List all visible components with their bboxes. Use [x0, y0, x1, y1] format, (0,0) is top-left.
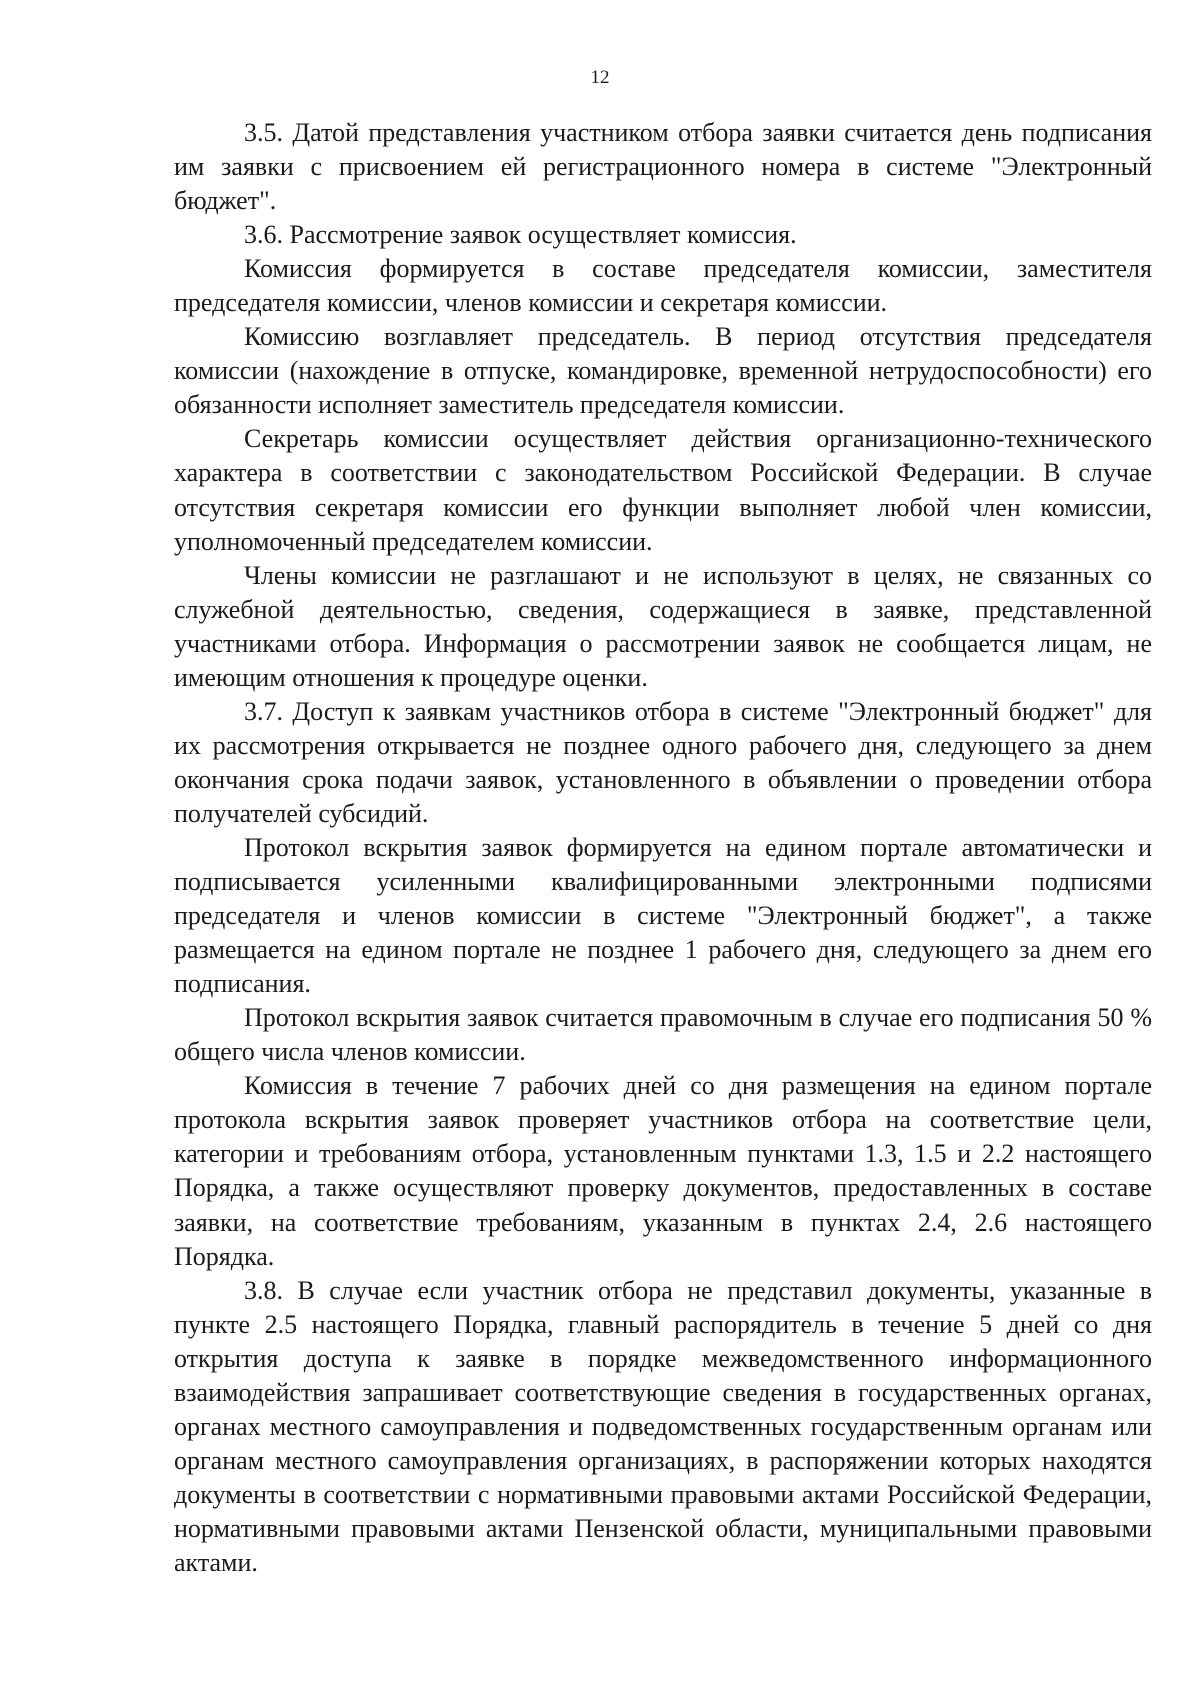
page-number: 12 — [590, 67, 610, 88]
paragraph: Протокол вскрытия заявок формируется на едином портале автоматически и подписывается усиленными квалифицированными электронными подписями председателя и членов комиссии в системе "Электронный бюджет", а также размещается на едином портале не позднее 1 рабочего дня, следующего за днем его подписания. — [174, 832, 1152, 999]
paragraph: Комиссия формируется в составе председателя комиссии, заместителя председателя комиссии, членов комиссии и секретаря комиссии. — [174, 254, 1152, 318]
paragraph: Секретарь комиссии осуществляет действия организационно-технического характера в соответствии с законодательством Российской Федерации. В случае отсутствия секретаря комиссии его функции выполняет любой член комиссии, уполномоченный председателем комиссии. — [174, 424, 1152, 556]
paragraph: 3.8. В случае если участник отбора не представил документы, указанные в пункте 2.5 настоящего Порядка, главный распорядитель в течение 5 дней со дня открытия доступа к заявке в порядке межведомственного информационного взаимодействия запрашивает соответствующие сведения в государственных органах, органах местного самоуправления и подведомственных государственным органам или органам местного самоуправления организациях, в распоряжении которых находятся документы в соответствии с нормативными правовыми актами Российской Федерации, нормативными правовыми актами Пензенской области, муниципальными правовыми актами. — [174, 1275, 1152, 1577]
paragraph: Комиссию возглавляет председатель. В период отсутствия председателя комиссии (нахождение в отпуске, командировке, временной нетрудоспособности) его обязанности исполняет заместитель председателя комиссии. — [174, 322, 1152, 420]
paragraph: 3.5. Датой представления участником отбора заявки считается день подписания им заявки с присвоением ей регистрационного номера в системе "Электронный бюджет". — [174, 118, 1152, 216]
paragraph: 3.7. Доступ к заявкам участников отбора в системе "Электронный бюджет" для их рассмотрения открывается не позднее одного рабочего дня, следующего за днем окончания срока подачи заявок, установленного в объявлении о проведении отбора получателей субсидий. — [174, 696, 1152, 828]
paragraph: 3.6. Рассмотрение заявок осуществляет комиссия. — [244, 220, 797, 250]
document-body — [174, 116, 1152, 1580]
paragraph: Члены комиссии не разглашают и не используют в целях, не связанных со служебной деятельностью, сведения, содержащиеся в заявке, представленной участниками отбора. Информация о рассмотрении заявок не сообщается лицам, не имеющим отношения к процедуре оценки. — [174, 560, 1152, 692]
paragraph: Комиссия в течение 7 рабочих дней со дня размещения на едином портале протокола вскрытия заявок проверяет участников отбора на соответствие цели, категории и требованиям отбора, установленным пунктами 1.3, 1.5 и 2.2 настоящего Порядка, а также осуществляют проверку документов, предоставленных в составе заявки, на соответствие требованиям, указанным в пунктах 2.4, 2.6 настоящего Порядка. — [174, 1071, 1152, 1271]
paragraph: Протокол вскрытия заявок считается правомочным в случае его подписания 50 % общего числа членов комиссии. — [174, 1003, 1152, 1067]
